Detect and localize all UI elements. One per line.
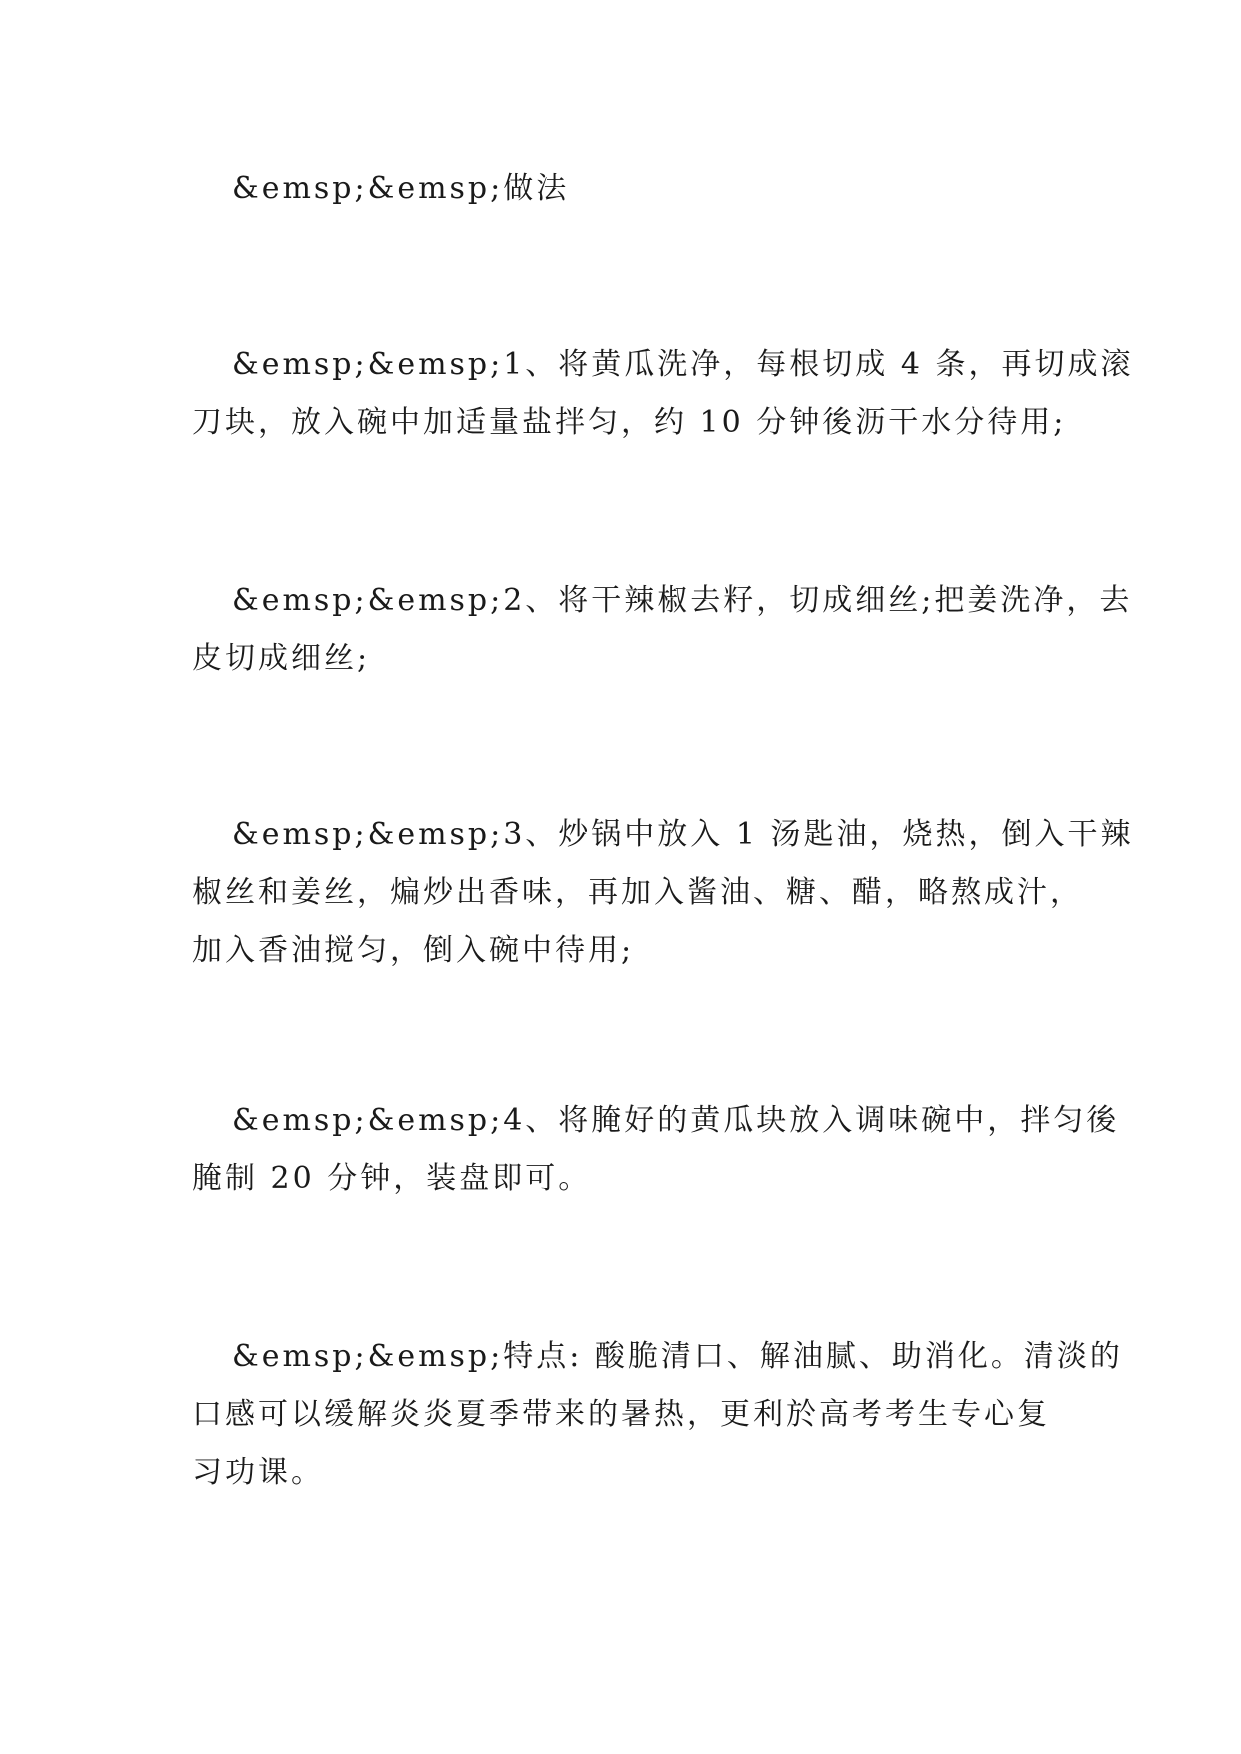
feature-line-2: 口感可以缓解炎炎夏季带来的暑热，更利於高考考生专心复 (192, 1397, 1050, 1432)
step-3-line-2: 椒丝和姜丝，煸炒出香味，再加入酱油、糖、醋，略熬成汁， (192, 875, 1083, 910)
step-1-paragraph (192, 336, 1134, 452)
feature-line-1: &emsp;&emsp;特点: 酸脆清口、解油腻、助消化。清淡的 (232, 1339, 1123, 1374)
step-4-line-2: 腌制 20 分钟，装盘即可。 (192, 1161, 592, 1196)
step-1-line-1: &emsp;&emsp;1、将黄瓜洗净，每根切成 4 条，再切成滚 (232, 347, 1134, 382)
step-2-line-2: 皮切成细丝; (192, 641, 371, 676)
step-3-line-3: 加入香油搅匀，倒入碗中待用; (192, 933, 635, 968)
feature-paragraph (192, 1328, 1123, 1502)
section-heading (192, 160, 1072, 218)
step-4-line-1: &emsp;&emsp;4、将腌好的黄瓜块放入调味碗中，拌匀後 (232, 1103, 1120, 1138)
heading-text: &emsp;&emsp;做法 (232, 171, 570, 206)
step-3-line-1: &emsp;&emsp;3、炒锅中放入 1 汤匙油，烧热，倒入干辣 (232, 817, 1134, 852)
step-1-line-2: 刀块，放入碗中加适量盐拌匀，约 10 分钟後沥干水分待用; (192, 405, 1067, 440)
step-2-paragraph (192, 572, 1133, 688)
step-2-line-1: &emsp;&emsp;2、将干辣椒去籽，切成细丝;把姜洗净，去 (232, 583, 1133, 618)
feature-line-3: 习功课。 (192, 1455, 324, 1490)
step-3-paragraph (192, 806, 1134, 980)
step-4-paragraph (192, 1092, 1120, 1208)
